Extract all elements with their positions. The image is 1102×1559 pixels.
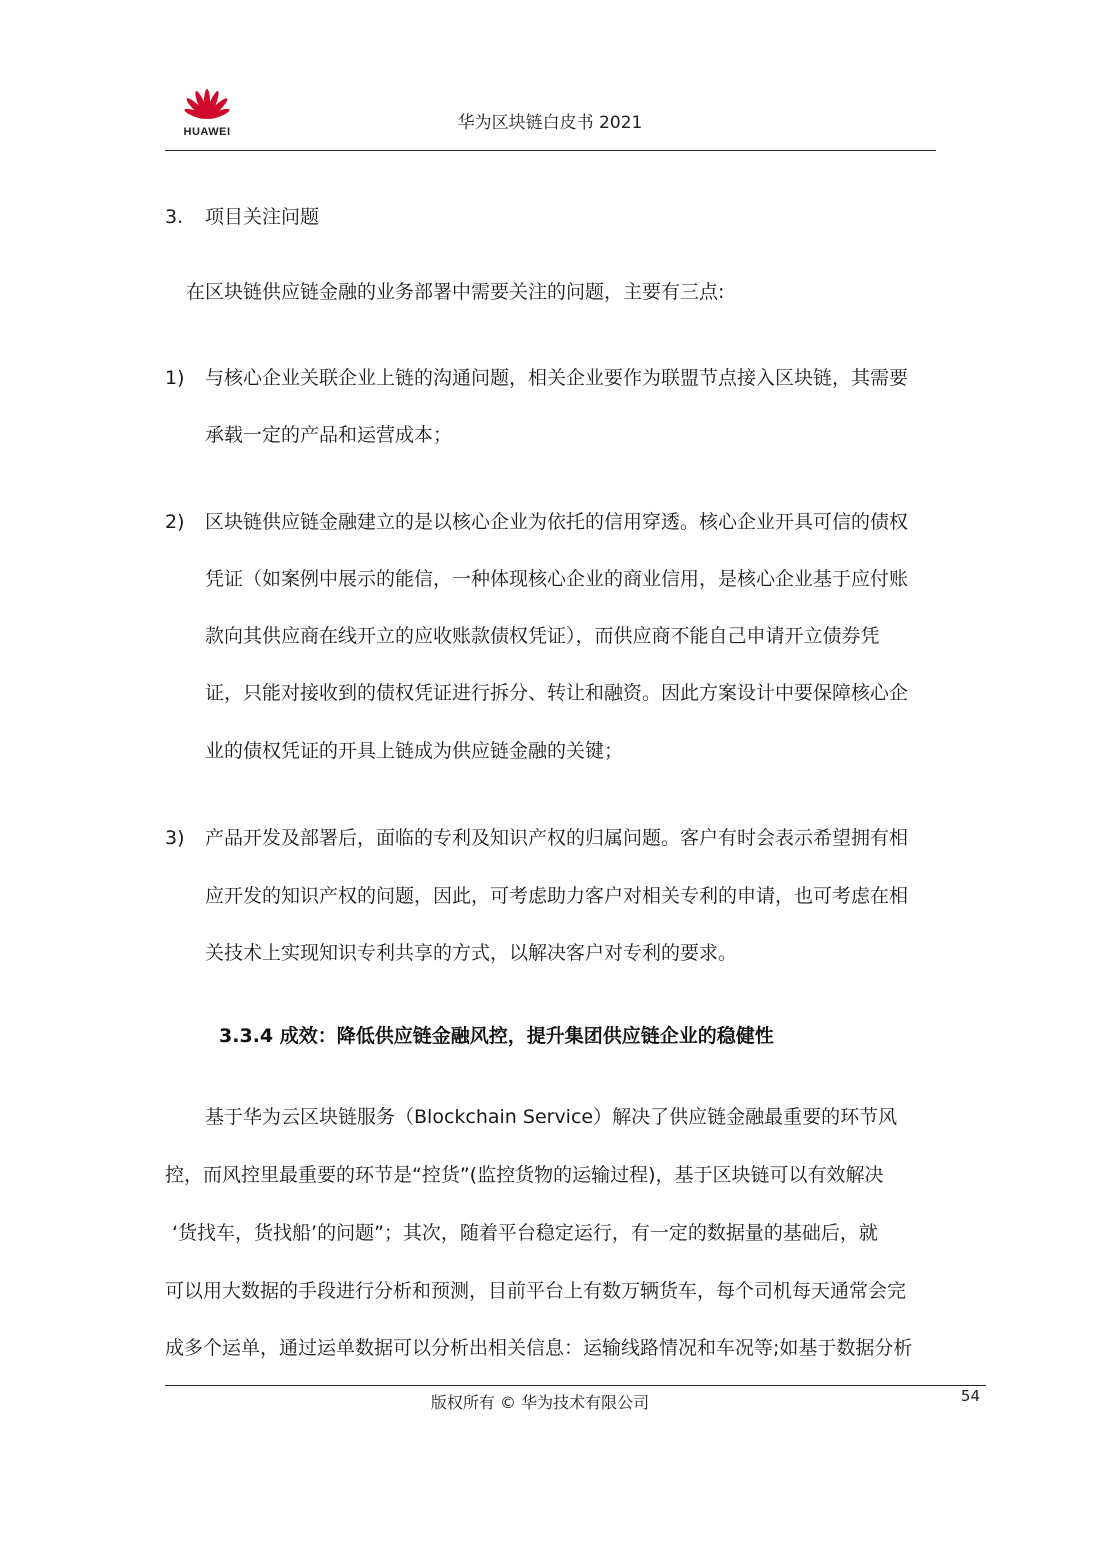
paragraph-line: 控，而风控里最重要的环节是“控货”(监控货物的运输过程)，基于区块链可以有效解决	[165, 1164, 884, 1186]
huawei-logo	[176, 86, 238, 144]
list-item-number: 2)	[165, 511, 185, 533]
list-item-number: 1)	[165, 367, 185, 389]
huawei-petals-icon	[176, 86, 238, 126]
section-title: 项目关注问题	[205, 206, 320, 228]
list-item-line: 凭证（如案例中展示的能信，一种体现核心企业的商业信用，是核心企业基于应付账	[205, 568, 909, 590]
list-item-line: 证，只能对接收到的债权凭证进行拆分、转让和融资。因此方案设计中要保障核心企	[205, 682, 909, 704]
list-item-line: 应开发的知识产权的问题，因此，可考虑助力客户对相关专利的申请，也可考虑在相	[205, 885, 909, 907]
list-item-line: 业的债权凭证的开具上链成为供应链金融的关键；	[205, 740, 624, 762]
paragraph-line: 基于华为云区块链服务（Blockchain Service）解决了供应链金融最重要的环节风	[205, 1106, 898, 1128]
footer-copyright: 版权所有 © 华为技术有限公司	[430, 1393, 650, 1412]
list-item-line: 产品开发及部署后，面临的专利及知识产权的归属问题。客户有时会表示希望拥有相	[205, 827, 909, 849]
list-item-line: 关技术上实现知识专利共享的方式，以解决客户对专利的要求。	[205, 942, 738, 964]
section-number: 3.	[165, 206, 184, 228]
paragraph-line: ‘货找车，货找船’的问题”；其次，随着平台稳定运行，有一定的数据量的基础后，就	[172, 1222, 878, 1244]
list-item-line: 区块链供应链金融建立的是以核心企业为依托的信用穿透。核心企业开具可信的债权	[205, 511, 909, 533]
logo-wordmark: HUAWEI	[183, 126, 231, 138]
intro-text: 在区块链供应链金融的业务部署中需要关注的问题，主要有三点:	[186, 281, 725, 303]
subsection-heading: 3.3.4 成效：降低供应链金融风控，提升集团供应链企业的稳健性	[219, 1025, 774, 1047]
list-item-line: 款向其供应商在线开立的应收账款债权凭证），而供应商不能自己申请开立债券凭	[205, 625, 880, 647]
paragraph-line: 可以用大数据的手段进行分析和预测，目前平台上有数万辆货车，每个司机每天通常会完	[165, 1280, 907, 1302]
header-divider	[165, 150, 936, 151]
list-item-number: 3)	[165, 827, 185, 849]
header-title: 华为区块链白皮书 2021	[457, 113, 643, 133]
paragraph-line: 成多个运单，通过运单数据可以分析出相关信息：运输线路情况和车况等;如基于数据分析	[165, 1337, 913, 1359]
list-item-line: 承载一定的产品和运营成本；	[205, 424, 453, 446]
list-item-line: 与核心企业关联企业上链的沟通问题，相关企业要作为联盟节点接入区块链，其需要	[205, 367, 909, 389]
page-number: 54	[960, 1387, 980, 1405]
footer-divider	[165, 1385, 986, 1386]
